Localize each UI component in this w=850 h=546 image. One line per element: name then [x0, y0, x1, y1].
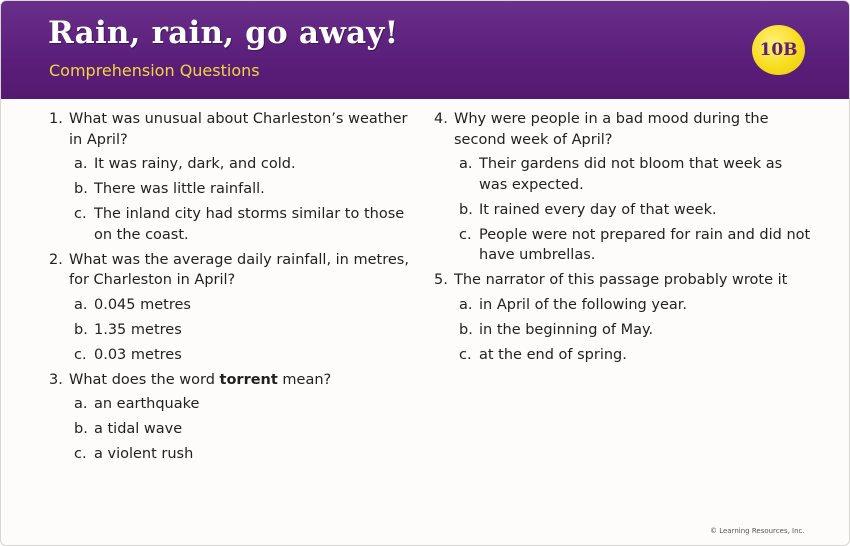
question-3-option-b	[49, 419, 419, 440]
option-text: in the beginning of May.	[479, 321, 654, 338]
option-text: Their gardens did not bloom that week as was expected.	[479, 156, 783, 193]
question-text: What was the average daily rainfall, in metres, for Charleston in April?	[69, 251, 409, 288]
question-5-option-c	[434, 345, 814, 366]
question-number: 1.	[49, 111, 63, 127]
question-2	[49, 250, 419, 291]
option-text: There was little rainfall.	[94, 181, 265, 197]
left-column	[49, 109, 419, 469]
question-1	[49, 109, 419, 150]
option-letter: b.	[74, 421, 88, 437]
option-letter: a.	[74, 156, 88, 172]
option-text: The inland city had storms similar to those on the coast.	[94, 206, 405, 243]
question-text-before: What does the word	[69, 371, 220, 388]
option-text: People were not prepared for rain and did not have umbrellas.	[479, 226, 811, 263]
question-number: 5.	[434, 272, 448, 288]
question-number: 2.	[49, 251, 63, 268]
option-text: 0.045 metres	[94, 296, 191, 313]
question-1-option-b	[49, 179, 419, 200]
question-4-option-c	[434, 225, 814, 266]
page-title: Rain, rain, go away!	[48, 15, 399, 51]
option-letter: b.	[459, 321, 473, 338]
option-letter: a.	[74, 296, 88, 313]
option-text: in April of the following year.	[479, 296, 687, 313]
option-letter: b.	[74, 181, 88, 197]
right-column	[434, 109, 814, 370]
question-4	[434, 109, 814, 150]
question-3-option-a	[49, 394, 419, 415]
option-letter: c.	[74, 346, 87, 363]
question-3	[49, 370, 419, 391]
option-letter: b.	[459, 201, 473, 218]
option-letter: a.	[74, 396, 88, 412]
question-text-after: mean?	[277, 371, 332, 388]
question-number: 4.	[434, 111, 448, 127]
option-text: 0.03 metres	[94, 346, 182, 363]
option-text: It was rainy, dark, and cold.	[94, 156, 296, 172]
option-text: 1.35 metres	[94, 321, 182, 338]
option-letter: a.	[459, 156, 473, 172]
option-text: at the end of spring.	[479, 346, 627, 363]
question-4-option-b	[434, 200, 814, 221]
option-text: It rained every day of that week.	[479, 201, 717, 218]
card-header	[1, 1, 850, 99]
question-3-option-c	[49, 444, 419, 465]
card-number-badge: 10B	[752, 25, 805, 75]
option-letter: c.	[74, 206, 87, 222]
question-1-option-c	[49, 204, 419, 245]
question-5-option-a	[434, 295, 814, 316]
option-letter: a.	[459, 296, 473, 313]
option-letter: c.	[459, 226, 472, 243]
option-text: a violent rush	[94, 446, 194, 462]
question-text	[69, 370, 419, 391]
copyright-notice: © Learning Resources, Inc.	[710, 527, 805, 535]
question-2-option-a	[49, 295, 419, 316]
question-2-option-b	[49, 320, 419, 341]
question-1-option-a	[49, 154, 419, 175]
option-text: a tidal wave	[94, 421, 183, 437]
question-text: Why were people in a bad mood during the second week of April?	[454, 111, 769, 148]
option-letter: c.	[459, 346, 472, 363]
question-text: The narrator of this passage probably wrote it	[454, 272, 788, 288]
option-letter: b.	[74, 321, 88, 338]
question-5-option-b	[434, 320, 814, 341]
page-subtitle: Comprehension Questions	[49, 61, 260, 80]
question-4-option-a	[434, 154, 814, 195]
vocabulary-word: torrent	[219, 371, 278, 388]
question-5	[434, 270, 814, 291]
question-number: 3.	[49, 371, 63, 388]
question-text: What was unusual about Charleston’s weather in April?	[69, 111, 408, 148]
option-text: an earthquake	[94, 396, 200, 412]
option-letter: c.	[74, 446, 87, 462]
question-2-option-c	[49, 345, 419, 366]
